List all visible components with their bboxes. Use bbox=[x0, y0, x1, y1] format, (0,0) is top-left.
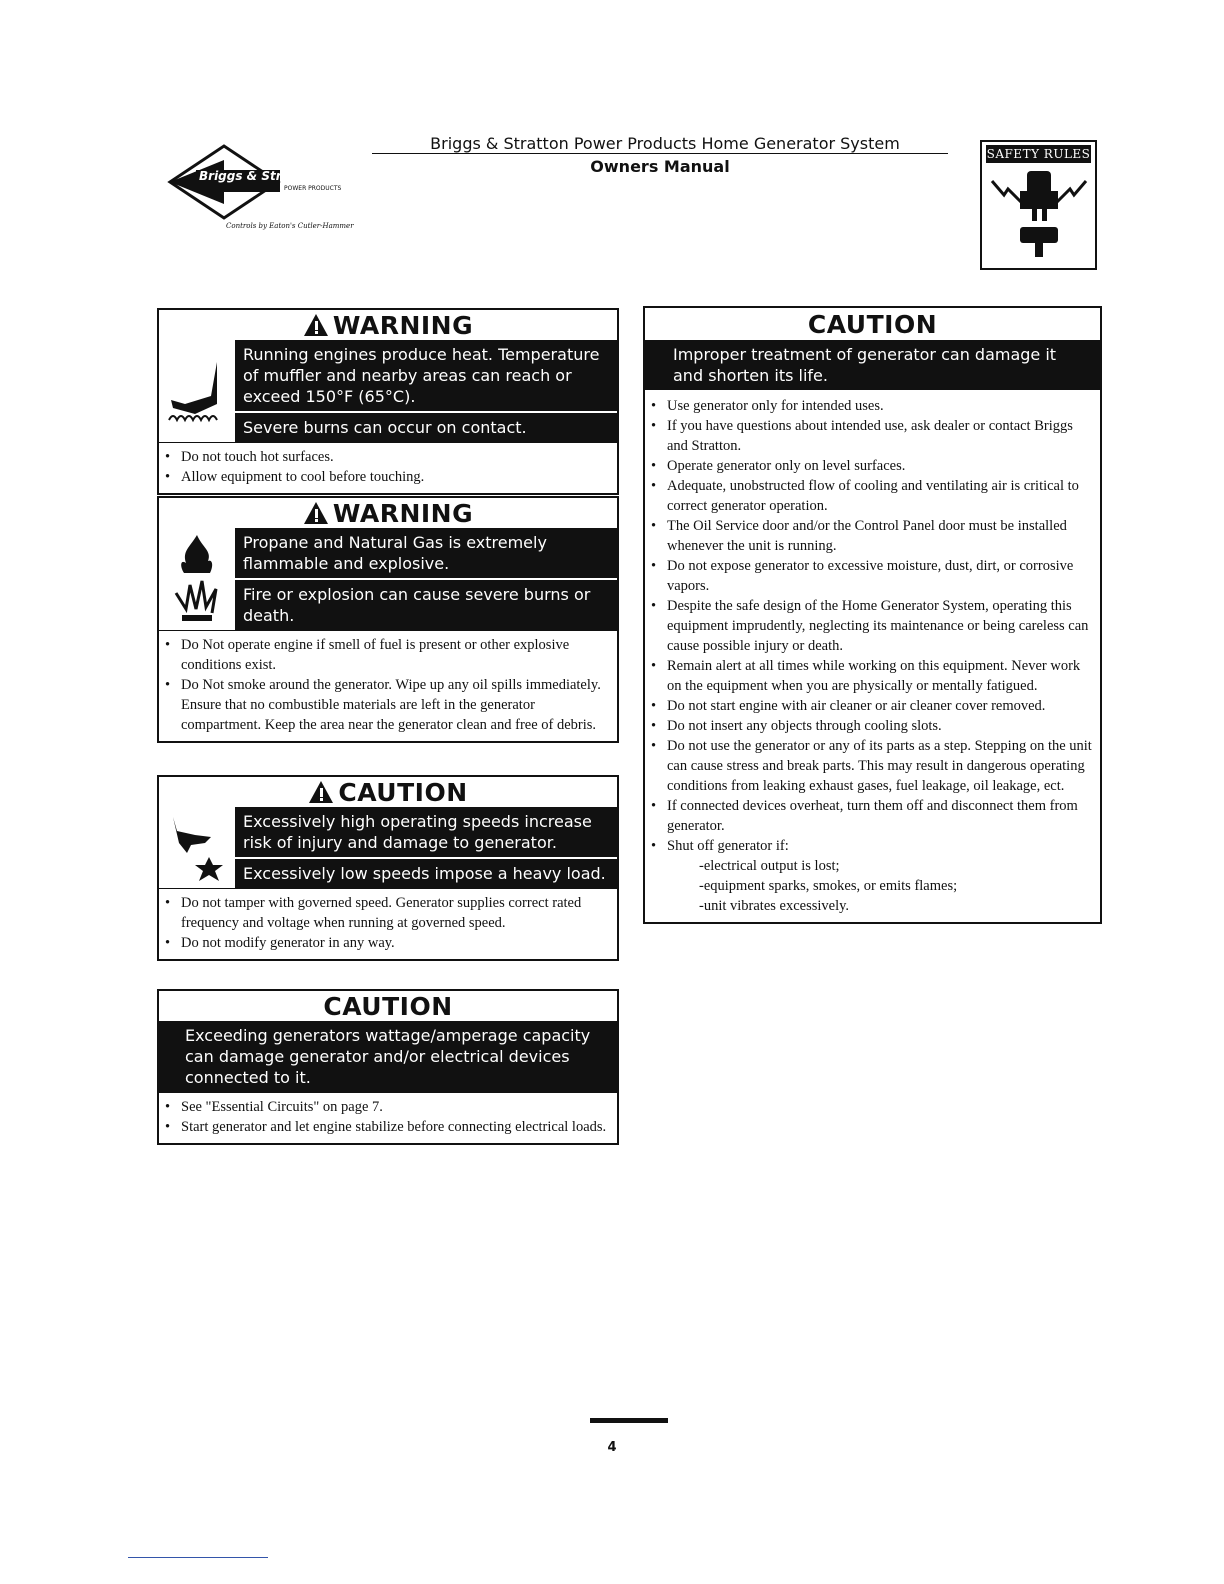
caution-heading: CAUTION bbox=[323, 991, 453, 1021]
shutoff-item: -equipment sparks, smokes, or emits flames; bbox=[699, 878, 958, 894]
shutoff-item: -unit vibrates excessively. bbox=[699, 898, 850, 914]
caution-heading: CAUTION bbox=[159, 777, 617, 807]
list-item: • Adequate, unobstructed flow of cooling and ventilating air is critical to correct generator operation. bbox=[651, 476, 1094, 516]
list-item: • Allow equipment to cool before touching. bbox=[165, 467, 611, 487]
list-item: • Do Not operate engine if smell of fuel is present or other explosive conditions exist. bbox=[165, 635, 611, 675]
warning-message: Severe burns can occur on contact. bbox=[235, 411, 617, 442]
list-item: • Use generator only for intended uses. bbox=[651, 396, 1094, 416]
warning-triangle-icon bbox=[303, 501, 329, 525]
list-item: • Do Not smoke around the generator. Wipe up any oil spills immediately. Ensure that no combustible materials are left in the generator compartment. Keep the area near the generator clean and free of debris. bbox=[165, 675, 611, 735]
logo-sub-text: POWER PRODUCTS bbox=[284, 185, 342, 192]
list-item: • Remain alert at all times while working on this equipment. Never work on the equipment when you are physically or mentally fatigued. bbox=[651, 656, 1094, 696]
list-item: • The Oil Service door and/or the Control Panel door must be installed whenever the unit is running. bbox=[651, 516, 1094, 556]
warning-triangle-icon bbox=[308, 780, 334, 804]
warning-heading: WARNING bbox=[159, 498, 617, 528]
caution-operating-speed bbox=[157, 775, 619, 961]
electric-plug-icon bbox=[982, 163, 1095, 261]
warning-message: Running engines produce heat. Temperature of muffler and nearby areas can reach or exceed 150°F (65°C). bbox=[235, 340, 617, 411]
list-item: • Do not modify generator in any way. bbox=[165, 933, 611, 953]
shutoff-item: -electrical output is lost; bbox=[699, 858, 840, 874]
page-number-bar bbox=[590, 1418, 668, 1423]
warning-message: Propane and Natural Gas is extremely flammable and explosive. bbox=[235, 528, 617, 578]
hot-surface-hand-icon bbox=[159, 340, 235, 442]
caution-capacity bbox=[157, 989, 619, 1145]
header-title: Briggs & Stratton Power Products Home Generator System bbox=[372, 134, 948, 154]
list-item: • Do not tamper with governed speed. Generator supplies correct rated frequency and voltage when running at governed speed. bbox=[165, 893, 611, 933]
warning-heading: WARNING bbox=[159, 310, 617, 340]
caution-improper-treatment bbox=[643, 306, 1102, 924]
list-item: • Do not start engine with air cleaner or air cleaner cover removed. bbox=[651, 696, 1094, 716]
warning-fuel-explosion bbox=[157, 496, 619, 743]
header-subtitle: Owners Manual bbox=[590, 157, 730, 176]
safety-rules-label: SAFETY RULES bbox=[986, 147, 1091, 161]
warning-hot-surfaces bbox=[157, 308, 619, 495]
injury-hand-icon bbox=[159, 807, 235, 888]
list-item: • Start generator and let engine stabilize before connecting electrical loads. bbox=[165, 1117, 611, 1137]
list-item: • Despite the safe design of the Home Generator System, operating this equipment imprudently, neglecting its maintenance or being careless can cause possible injury or death. bbox=[651, 596, 1094, 656]
list-item: • Shut off generator if: -electrical output is lost; -equipment sparks, smokes, or emits flames; -unit vibrates excessively. bbox=[651, 836, 1094, 916]
warning-triangle-icon bbox=[303, 313, 329, 337]
safety-rules-badge bbox=[980, 140, 1097, 270]
warning-message: Fire or explosion can cause severe burns or death. bbox=[235, 578, 617, 630]
caution-heading: CAUTION bbox=[807, 309, 938, 339]
flame-icon bbox=[172, 533, 222, 579]
list-item: • See "Essential Circuits" on page 7. bbox=[165, 1097, 611, 1117]
list-item: • Do not touch hot surfaces. bbox=[165, 447, 611, 467]
list-item: • Do not use the generator or any of its parts as a step. Stepping on the unit can cause stress and break parts. This may result in dangerous operating conditions from leaking exhaust gases, fuel leakage, oil leakage, ect. bbox=[651, 736, 1094, 796]
caution-message: Exceeding generators wattage/amperage capacity can damage generator and/or electrical devices connected to it. bbox=[159, 1021, 617, 1092]
list-item: • Do not insert any objects through cooling slots. bbox=[651, 716, 1094, 736]
caution-message: Improper treatment of generator can damage it and shorten its life. bbox=[645, 340, 1100, 390]
logo-tagline: Controls by Eaton's Cutler-Hammer bbox=[226, 222, 354, 230]
footer-rule bbox=[128, 1557, 268, 1558]
explosion-icon bbox=[172, 579, 222, 625]
caution-message: Excessively high operating speeds increase risk of injury and damage to generator. bbox=[235, 807, 617, 857]
logo-brand-text: Briggs & Stratton bbox=[199, 169, 318, 183]
list-item: • Operate generator only on level surfaces. bbox=[651, 456, 1094, 476]
brand-logo bbox=[166, 142, 366, 234]
list-item: • Do not expose generator to excessive moisture, dust, dirt, or corrosive vapors. bbox=[651, 556, 1094, 596]
caution-message: Excessively low speeds impose a heavy load. bbox=[235, 857, 617, 888]
list-item: • If connected devices overheat, turn them off and disconnect them from generator. bbox=[651, 796, 1094, 836]
page-number: 4 bbox=[607, 1440, 617, 1455]
list-item: • If you have questions about intended use, ask dealer or contact Briggs and Stratton. bbox=[651, 416, 1094, 456]
